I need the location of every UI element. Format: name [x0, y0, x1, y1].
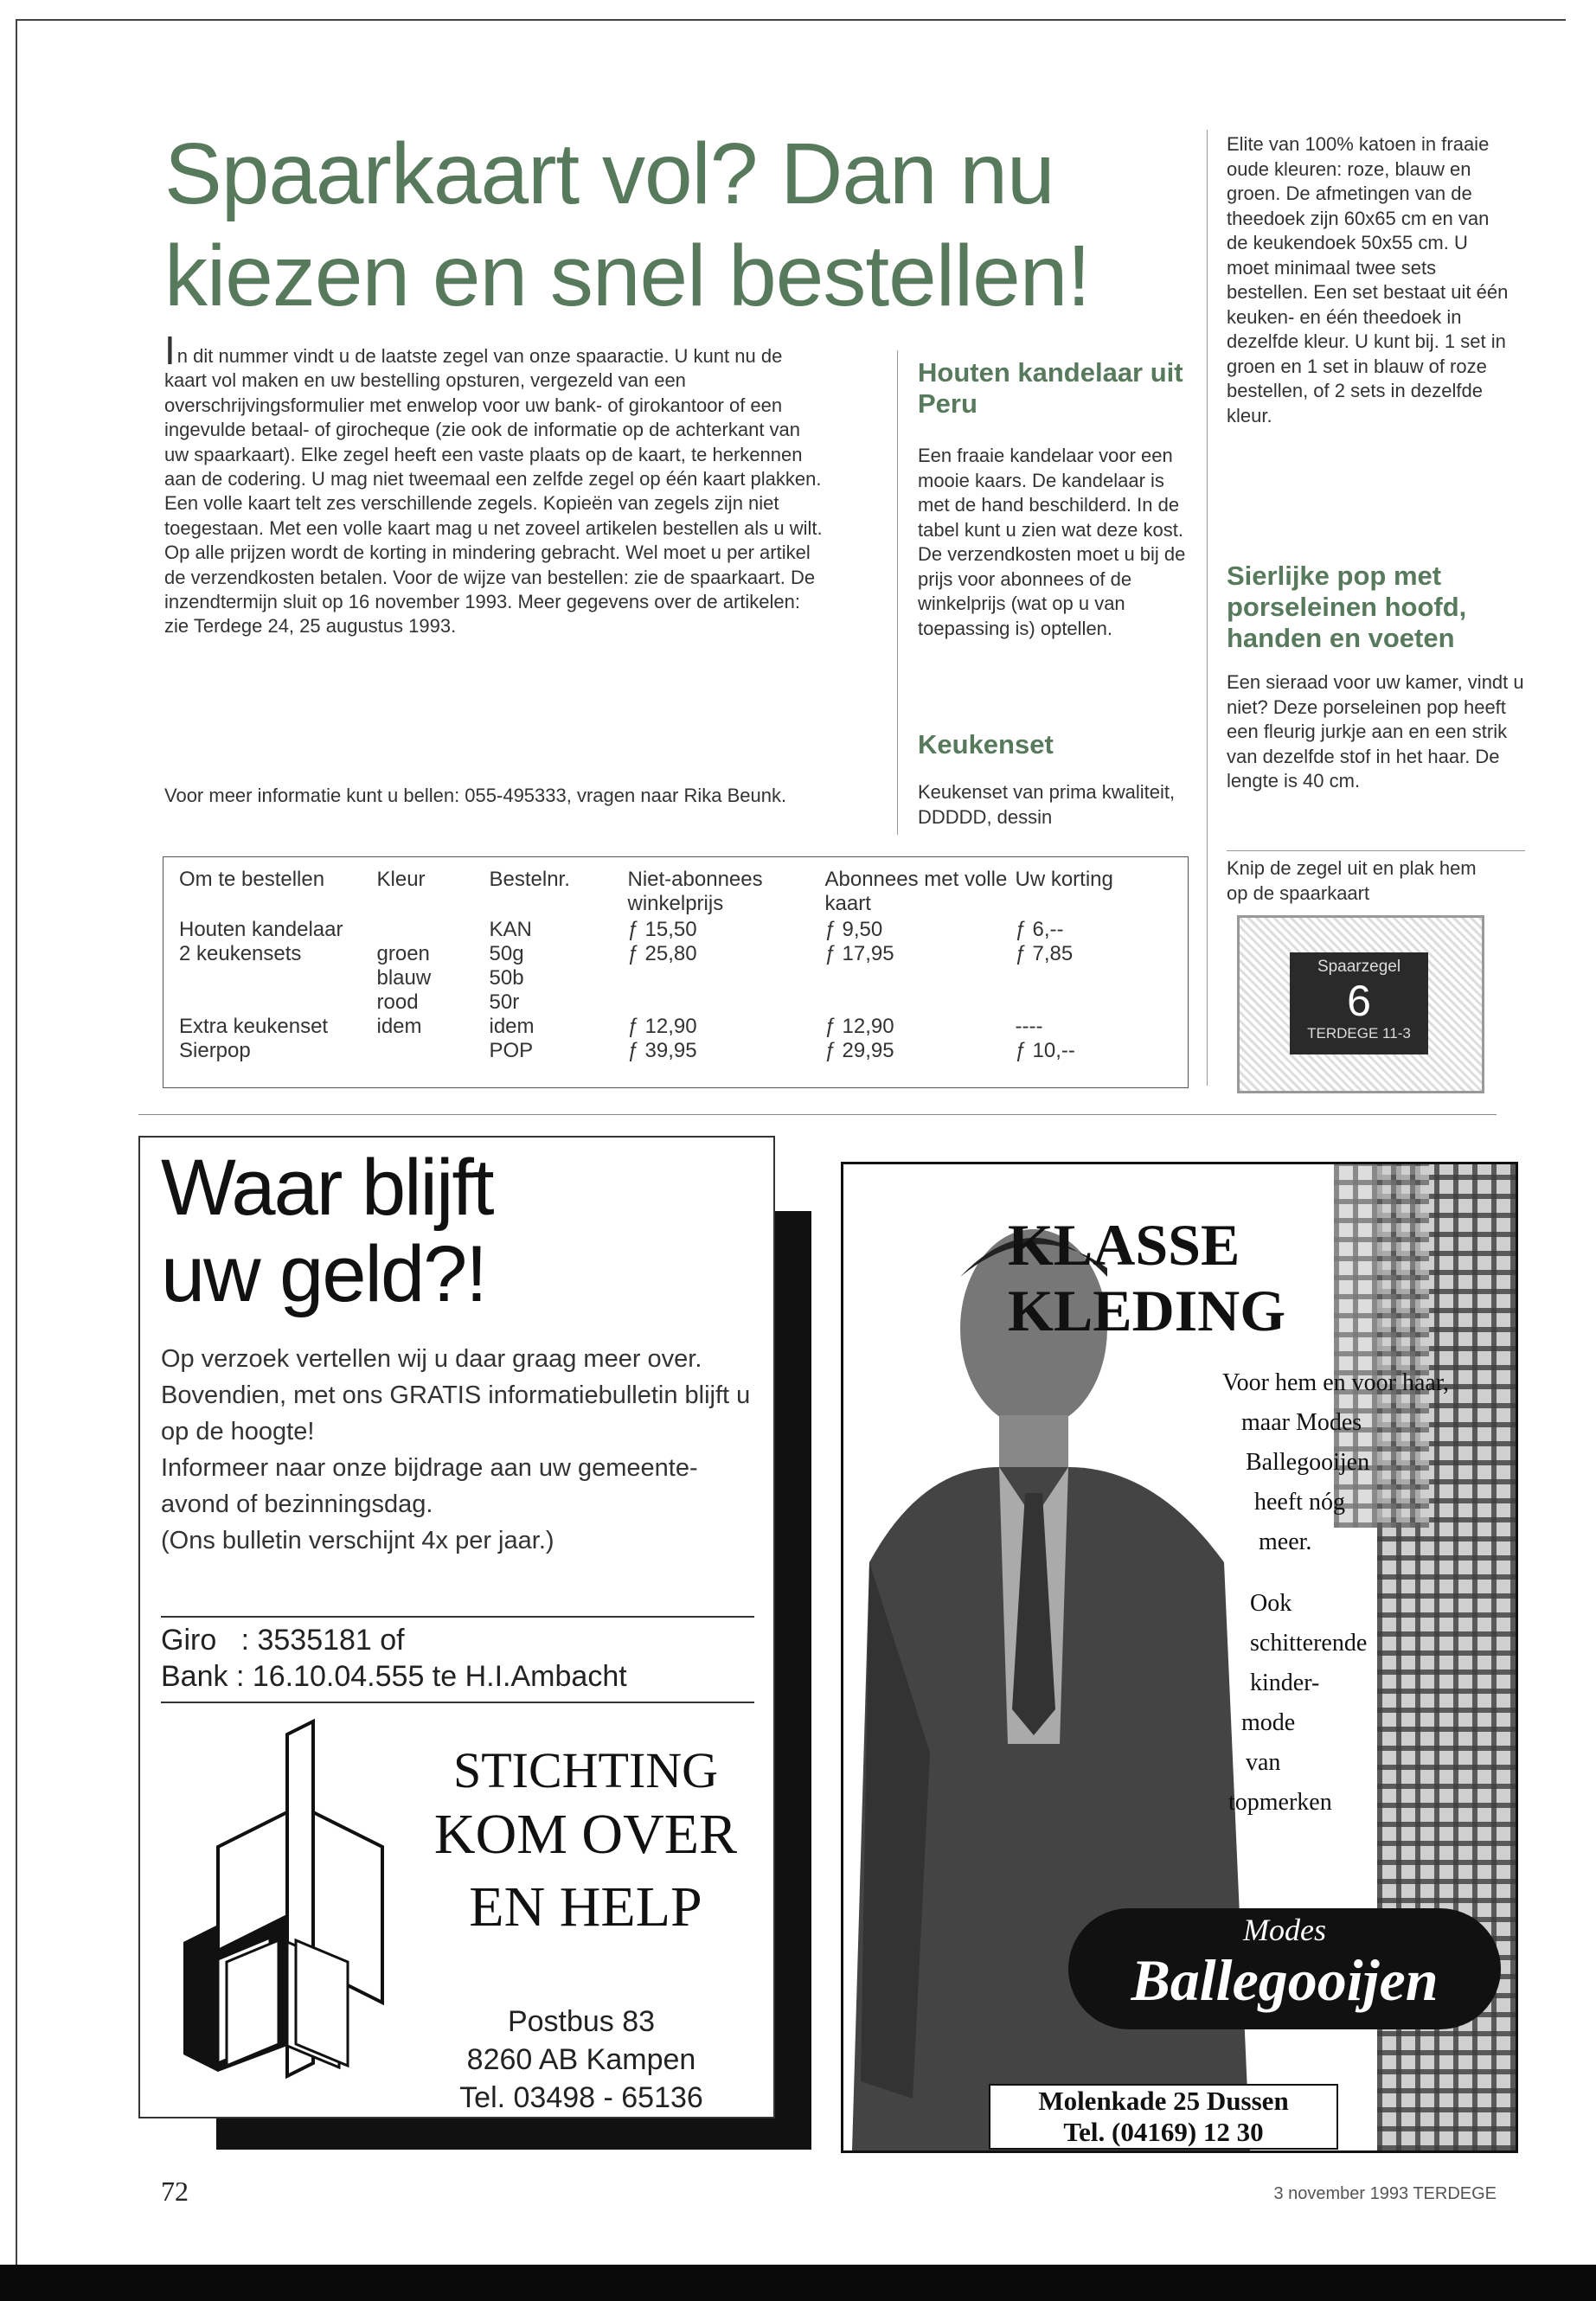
article-headline — [164, 123, 1099, 327]
bank-number: Bank : 16.10.04.555 te H.I.Ambacht — [161, 1660, 627, 1693]
payment-info — [161, 1622, 627, 1695]
stichting-logo-icon — [166, 1717, 400, 2080]
table-cell: ƒ 9,50 ƒ 17,95 ƒ 12,90 ƒ 29,95 — [824, 917, 894, 1062]
ad-text-line: heeft nóg — [1254, 1489, 1345, 1516]
ad-text-line: topmerken — [1228, 1789, 1332, 1816]
table-header-row — [163, 857, 1189, 918]
pop-heading: Sierlijke pop met porseleinen hoofd, handen en voeten — [1227, 561, 1467, 653]
spaarzegel-stamp[interactable] — [1237, 915, 1484, 1093]
table-cell: ƒ 15,50 ƒ 25,80 ƒ 12,90 ƒ 39,95 — [627, 917, 697, 1062]
ad-title — [1008, 1212, 1285, 1343]
column-header: Bestelnr. — [489, 868, 570, 891]
ad-text-line: Ballegooijen — [1246, 1449, 1370, 1476]
org-name-line: KOM OVER — [433, 1803, 738, 1866]
more-info-text: Voor meer informatie kunt u bellen: 055-495333, vragen naar Rika Beunk. — [164, 785, 787, 806]
ad-title — [161, 1144, 493, 1317]
ballegooijen-logo — [1068, 1908, 1501, 2029]
ad-text — [1228, 1584, 1466, 1823]
shop-address — [989, 2084, 1338, 2150]
ad-text-line: meer. — [1259, 1529, 1312, 1555]
logo-small-text: Modes — [1243, 1913, 1326, 1947]
ad-title-line: KLEDING — [1008, 1278, 1286, 1343]
ad-shadow — [772, 1211, 811, 2150]
ad-text-line: schitterende — [1250, 1630, 1368, 1657]
stichting-advertisement — [138, 1136, 775, 2118]
table-row — [163, 918, 1189, 1088]
stamp-label: Spaarzegel — [1317, 958, 1401, 976]
stichting-name — [404, 1743, 767, 1944]
column-header: Uw korting — [1015, 868, 1113, 891]
modes-ballegooijen-advertisement — [841, 1162, 1518, 2153]
phone-number: Tel. (04169) 12 30 — [1063, 2117, 1264, 2147]
issue-info: 3 november 1993 TERDEGE — [1273, 2184, 1497, 2203]
ad-body-text: Op verzoek vertellen wij u daar graag meer over. Bovendien, met ons GRATIS informatiebulletin blijft u op de hoogte! — [161, 1345, 751, 1445]
headline-line-1: Spaarkaart vol? Dan nu — [164, 125, 1054, 222]
stamp-code: TERDEGE 11-3 — [1307, 1025, 1411, 1042]
logo-big-text: Ballegooijen — [1131, 1947, 1439, 2013]
ad-text — [1120, 1363, 1449, 1562]
table-cell: KAN 50g 50b 50r idem POP — [489, 917, 535, 1062]
address-line: Postbus 83 — [507, 2005, 656, 2038]
divider — [161, 1616, 754, 1618]
ad-text-line: kinder- — [1250, 1670, 1320, 1696]
phone-number: Tel. 03498 - 65136 — [459, 2081, 703, 2114]
giro-number: Giro : 3535181 of — [161, 1624, 405, 1657]
ad-text-line: van — [1246, 1749, 1281, 1776]
table-cell: ƒ 6,-- ƒ 7,85 ---- ƒ 10,-- — [1015, 917, 1075, 1062]
divider — [161, 1702, 754, 1703]
section-divider — [138, 1114, 1497, 1115]
ad-title-line: Waar blijft — [161, 1144, 493, 1232]
ad-shadow — [216, 2115, 811, 2150]
ad-body-text: (Ons bulletin verschijnt 4x per jaar.) — [161, 1527, 554, 1554]
ad-body — [161, 1341, 758, 1559]
kandelaar-text: Een fraaie kandelaar voor een mooie kaars. De kandelaar is met de hand beschilderd. In de tabel kunt u zien wat deze kost. De verzendkosten moet u bij de prijs voor abonnees of de winkelprijs (wat op u van toepassing is) optellen. — [918, 445, 1186, 639]
stamp-center — [1290, 952, 1428, 1054]
ad-title-line: KLASSE — [1008, 1212, 1240, 1278]
ad-title-line: uw geld?! — [161, 1230, 486, 1318]
ad-text-line: Ook — [1250, 1590, 1292, 1617]
table-cell: Houten kandelaar 2 keukensets Extra keukenset Sierpop — [179, 917, 343, 1062]
address-line: Molenkade 25 Dussen — [1038, 2086, 1289, 2116]
keukenset-text: Keukenset van prima kwaliteit, DDDDD, dessin — [918, 781, 1176, 828]
org-name-line: EN HELP — [469, 1875, 702, 1939]
column-header: Om te bestellen — [179, 868, 325, 891]
org-name-line: STICHTING — [452, 1742, 719, 1798]
table-cell: groen blauw rood idem — [376, 941, 432, 1038]
divider — [1227, 850, 1525, 851]
column-divider — [897, 350, 898, 835]
drop-cap: I — [164, 328, 176, 373]
column-header: Abonnees met volle kaart — [824, 868, 1008, 915]
column-header: Niet-abonnees winkelprijs — [627, 868, 763, 915]
ad-text-line: maar Modes — [1241, 1409, 1362, 1436]
pop-text: Een sieraad voor uw kamer, vindt u niet? Deze porseleinen pop heeft een fleurig jurkje aan en een strik van dezelfde stof in het haar. De lengte is 40 cm. — [1227, 671, 1524, 792]
stichting-address — [426, 2003, 737, 2117]
column-header: Kleur — [376, 868, 426, 891]
address-line: 8260 AB Kampen — [466, 2043, 696, 2076]
intro-text: n dit nummer vindt u de laatste zegel van onze spaaractie. U kunt nu de kaart vol maken en uw bestelling opsturen, vergezeld van een overschrijvingsformulier met enwelop voor uw bank- of girokantoor of een ingevulde betaal- of girocheque (zie ook de informatie op de achterkant van uw spaarkaart). Elke zegel heeft een vaste plaats op de kaart, te herkennen aan de codering. U mag niet tweemaal een zelfde zegel op één kaart plakken. Een volle kaart telt zes verschillende zegels. Kopieën van zegels zijn niet toegestaan. Met een volle kaart mag u net zoveel artikelen bestellen als u wilt. Op alle prijzen wordt de korting in mindering gebracht. Wel moet u per artikel de verzendkosten betalen. Voor de wijze van bestellen: zie de spaarkaart. De inzendtermijn sluit op 16 november 1993. Meer gegevens over de artikelen: zie Terdege 24, 25 augustus 1993. — [164, 345, 823, 638]
column-divider — [1207, 130, 1208, 1086]
kandelaar-heading: Houten kandelaar uit Peru — [918, 357, 1183, 419]
bottom-edge — [0, 2265, 1596, 2301]
knip-text: Knip de zegel uit en plak hem op de spaarkaart — [1227, 857, 1477, 904]
ad-text-line: mode — [1241, 1709, 1296, 1736]
headline-line-2: kiezen en snel bestellen! — [164, 228, 1091, 324]
stamp-number: 6 — [1347, 977, 1371, 1025]
keukenset-heading: Keukenset — [918, 729, 1054, 760]
keukenset-details-text: Elite van 100% katoen in fraaie oude kleuren: roze, blauw en groen. De afmetingen van de theedoek zijn 60x65 cm en van de keukendoek 50x55 cm. U moet minimaal twee sets bestellen. Een set bestaat uit één keuken- en één theedoek in dezelfde kleur. U kunt bij. 1 set in groen en 1 set in blauw of roze bestellen, of 2 sets in dezelfde kleur. — [1227, 133, 1509, 426]
intro-paragraph — [164, 328, 829, 639]
page-number: 72 — [161, 2176, 189, 2207]
ad-body-text: Informeer naar onze bijdrage aan uw gemeente-avond of bezinningsdag. — [161, 1454, 698, 1518]
order-table — [163, 856, 1189, 1088]
ad-text-line: Voor hem en voor haar, — [1222, 1369, 1449, 1396]
